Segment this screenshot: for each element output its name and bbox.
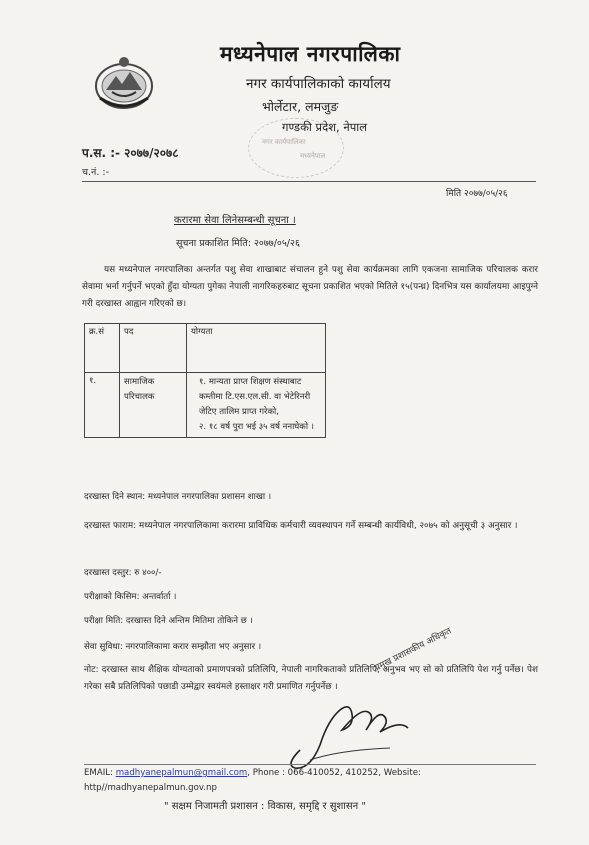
website-prefix: http//	[84, 783, 108, 793]
qualification-item: २. १८ वर्ष पुरा भई ३५ वर्ष ननाघेको ।	[199, 422, 314, 432]
footer-website	[84, 783, 217, 793]
notice-title: करारमा सेवा लिनेसम्बन्धी सूचना ।	[174, 215, 296, 226]
letter-number: प.स. :- २०७७/२०७८	[82, 146, 179, 160]
signature-image	[280, 690, 410, 770]
office-seal-text: मध्यनेपाल	[300, 152, 326, 160]
province-name: गण्डकी प्रदेश, नेपाल	[282, 120, 368, 134]
table-header-row	[85, 324, 326, 373]
service-facility: सेवा सुविधा: नगरपालिकामा करार सम्झौता भए अनुसार ।	[84, 642, 262, 652]
table-header-qualification: योग्यता	[187, 324, 326, 373]
footer-contact	[84, 768, 421, 778]
application-fee: दरखास्त दस्तुर: रु ४००/-	[84, 568, 162, 578]
requirements-table	[84, 323, 326, 438]
header-divider	[82, 181, 536, 182]
table-cell-sn: १.	[85, 373, 120, 438]
submission-place: दरखास्त दिने स्थान: मध्यनेपाल नगरपालिका प्रशासन शाखा ।	[84, 492, 272, 502]
phone-text: , Phone : 066-410052, 410252, Website:	[247, 768, 421, 778]
nepal-emblem-icon	[92, 52, 156, 112]
municipality-title: मध्यनेपाल नगरपालिका	[220, 42, 401, 66]
table-cell-post: सामाजिक परिचालक	[120, 373, 187, 438]
office-location: भोर्लेटार, लमजुङ	[262, 99, 339, 114]
table-row	[85, 373, 326, 438]
notice-body: यस मध्यनेपाल नगरपालिका अन्तर्गत पशु सेवा शाखाबाट संचालन हुने पशु सेवा कार्यक्रमका लागि एकजना सामाजिक परिचालक करार सेवामा भर्ना गर्नुपर्ने भएको हुँदा योग्यता पुगेका नेपाली नागरिकहरुबाट सूचना प्रकाशित भएको मितिले १५(पन्ध्र) दिनभित्र यस कार्यालयमा आइपुग्ने गरी दरखास्त आह्वान गरिएको छ।	[82, 265, 538, 309]
dispatch-number: च.नं. :-	[82, 167, 109, 178]
footer-divider	[84, 764, 536, 765]
exam-type: परीक्षाको किसिम: अन्तर्वार्ता ।	[84, 592, 177, 602]
exam-date: परीक्षा मिति: दरखास्त दिने अन्तिम मितिमा तोकिने छ ।	[84, 616, 253, 626]
qualification-item: १. मान्यता प्राप्त शिक्षण संस्थाबाट कम्तीमा टि.एस.एल.सी. वा भेटेरिनरी जेटिए तालिम प्राप्त गरेको,	[199, 377, 311, 417]
letter-date: मिति २०७७/०५/२६	[446, 189, 508, 199]
office-seal-text: नगर कार्यपालिका	[262, 138, 306, 146]
application-form: दरखास्त फाराम: मध्यनेपाल नगरपालिकामा करारमा प्राविधिक कर्मचारी व्यवस्थापन गर्ने सम्बन्धी कार्यविधी, २०७५ को अनुसूची ३ अनुसार ।	[84, 521, 518, 531]
email-link[interactable]: madhyanepalmun@gmail.com	[115, 768, 248, 778]
publication-date: सूचना प्रकाशित मिति: २०७७/०५/२६	[176, 238, 300, 249]
footer-slogan: " सक्षम निजामती प्रशासन : विकास, समृद्दि र सुशासन "	[164, 801, 366, 812]
table-cell-qualifications	[187, 373, 326, 438]
email-label: EMAIL:	[84, 768, 116, 778]
office-name: नगर कार्यपालिकाको कार्यालय	[246, 76, 391, 92]
note-text: नोट: दरखास्त साथ शैक्षिक योग्यताको प्रमाणपत्रको प्रतिलिपि, नेपाली नागरिकताको प्रतिलिपि, अनुभव भए सो को प्रतिलिपि पेश गर्नु पर्नेछ। पेश गरेका सबै प्रतिलिपिको पछाडी उम्मेद्वार स्वयंमले हस्ताक्षर गरी प्रमाणित गर्नुपर्नेछ ।	[84, 665, 538, 692]
officer-stamp: प्रमुख प्रशासकीय अधिकृत	[373, 626, 454, 674]
website-link[interactable]: madhyanepalmun.gov.np	[107, 783, 217, 793]
table-header-sn: क्र.सं	[85, 324, 120, 373]
table-header-post: पद	[120, 324, 187, 373]
